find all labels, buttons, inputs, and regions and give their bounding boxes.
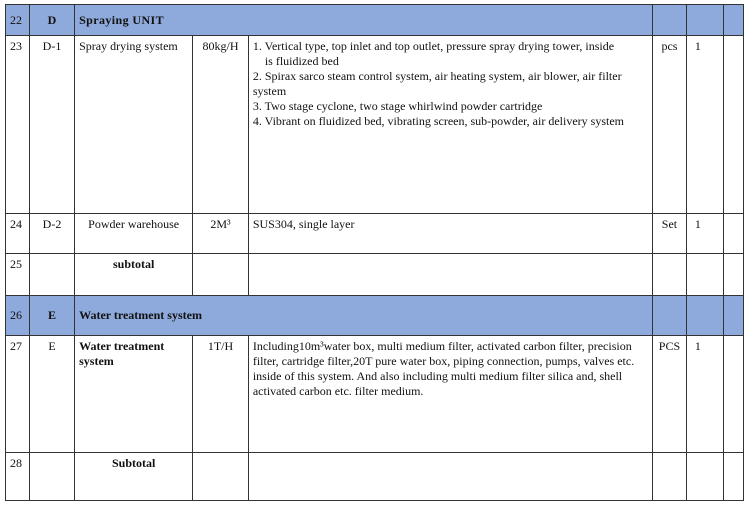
section-title: Spraying UNIT [75,5,653,36]
item-unit: pcs [653,36,687,214]
item-name: Water treatment system [75,336,193,453]
item-code [29,453,74,501]
item-capacity [193,254,249,296]
item-capacity: 1T/H [193,336,249,453]
table-row [6,254,744,296]
qty-cell [686,296,723,336]
item-qty: 1 [686,36,723,214]
item-qty: 1 [686,214,723,254]
table-row [6,336,744,453]
item-description: SUS304, single layer [248,214,652,254]
item-name: Powder warehouse [75,214,193,254]
extra-cell [724,36,744,214]
extra-cell [724,453,744,501]
item-capacity [193,453,249,501]
item-name: Spray drying system [75,36,193,214]
unit-cell [653,296,687,336]
item-code [29,254,74,296]
extra-cell [724,5,744,36]
subtotal-label: Subtotal [75,453,193,501]
table-row [6,453,744,501]
row-number: 25 [6,254,30,296]
extra-cell [724,336,744,453]
item-code: D [29,5,74,36]
item-code: E [29,296,74,336]
item-unit [653,254,687,296]
table-row [6,296,744,336]
description-line: is fluidized bed [264,54,339,68]
table-row [6,5,744,36]
item-capacity: 80kg/H [193,36,249,214]
description-line: 2. Spirax sarco steam control system, air heating system, air blower, air filter system [252,69,622,98]
equipment-table-wrapper [5,4,744,501]
qty-cell [686,5,723,36]
item-unit [653,453,687,501]
description-line: 3. Two stage cyclone, two stage whirlwind powder cartridge [252,99,543,113]
row-number: 28 [6,453,30,501]
row-number: 23 [6,36,30,214]
subtotal-label: subtotal [75,254,193,296]
item-description [248,254,652,296]
item-description: Including10m³water box, multi medium filter, activated carbon filter, precision filter, cartridge filter,20T pure water box, piping connection, pumps, valves etc. inside of this system. And also including multi medium filter silica and, shell activated carbon etc. filter medium. [248,336,652,453]
row-number: 27 [6,336,30,453]
item-code: E [29,336,74,453]
description-line: 4. Vibrant on fluidized bed, vibrating screen, sub-powder, air delivery system [252,114,624,128]
equipment-table [5,4,744,501]
section-title: Water treatment system [75,296,653,336]
item-unit: Set [653,214,687,254]
item-qty [686,254,723,296]
row-number: 24 [6,214,30,254]
extra-cell [724,214,744,254]
description-line: 1. Vertical type, top inlet and top outlet, pressure spray drying tower, inside [252,39,615,53]
item-description [248,36,652,214]
item-code: D-1 [29,36,74,214]
unit-cell [653,5,687,36]
item-code: D-2 [29,214,74,254]
extra-cell [724,254,744,296]
item-qty: 1 [686,336,723,453]
table-row [6,214,744,254]
item-qty [686,453,723,501]
item-capacity: 2M³ [193,214,249,254]
table-row [6,36,744,214]
row-number: 26 [6,296,30,336]
item-description [248,453,652,501]
row-number: 22 [6,5,30,36]
item-unit: PCS [653,336,687,453]
extra-cell [724,296,744,336]
